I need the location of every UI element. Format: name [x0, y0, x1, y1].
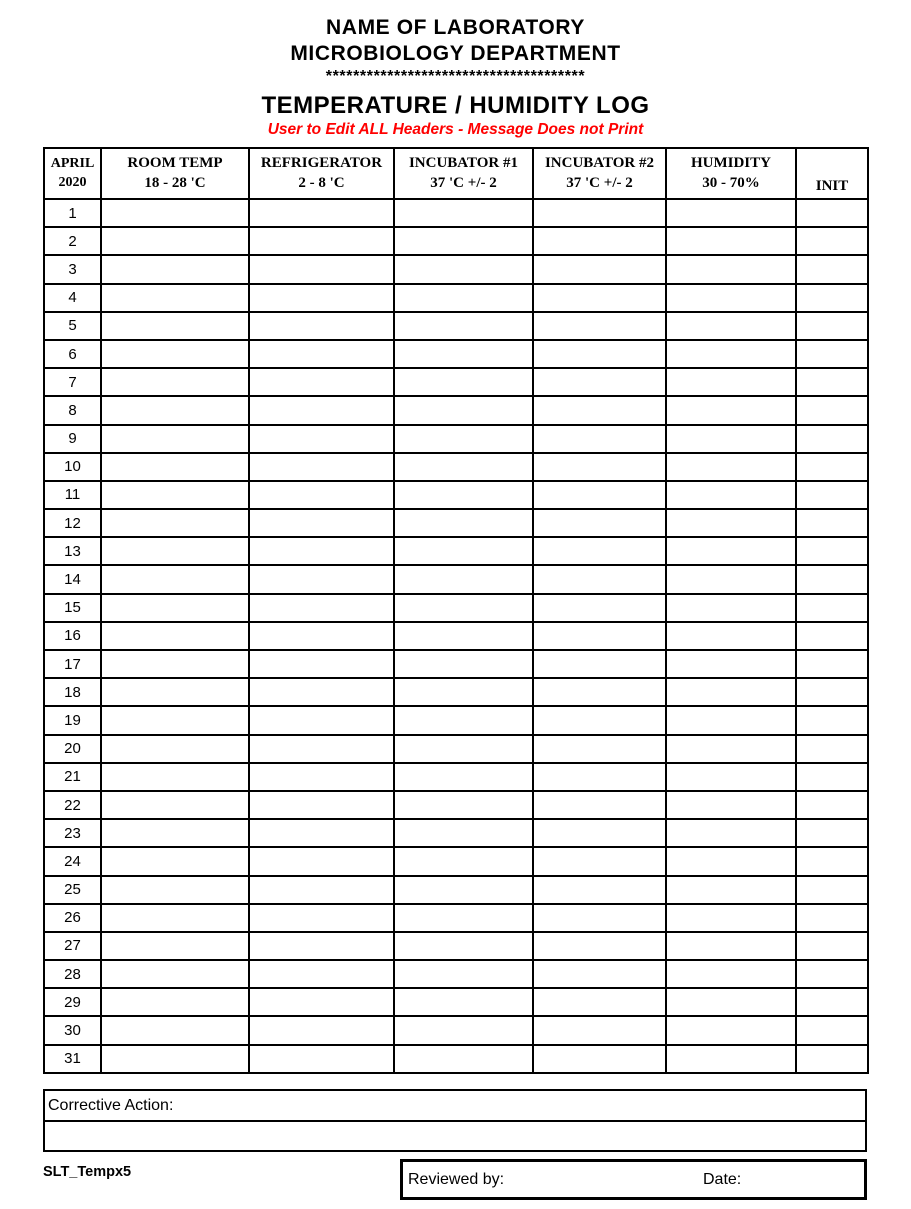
init-entry-cell[interactable] — [796, 255, 868, 283]
humidity-entry-cell[interactable] — [666, 650, 796, 678]
log-row — [44, 960, 868, 988]
room-temp-entry-cell[interactable] — [101, 425, 249, 453]
room-temp-entry-cell[interactable] — [101, 650, 249, 678]
day-label: 3 — [44, 255, 101, 283]
log-row — [44, 678, 868, 706]
room-temp-entry-cell[interactable] — [101, 1016, 249, 1044]
humidity-entry-cell[interactable] — [666, 932, 796, 960]
init-entry-cell[interactable] — [796, 481, 868, 509]
day-label: 29 — [44, 988, 101, 1016]
incubator-1-entry-cell[interactable] — [394, 509, 533, 537]
incubator-2-entry-cell[interactable] — [533, 706, 666, 734]
day-label: 26 — [44, 904, 101, 932]
init-entry-cell[interactable] — [796, 650, 868, 678]
refrigerator-entry-cell[interactable] — [249, 819, 394, 847]
incubator-2-entry-cell[interactable] — [533, 650, 666, 678]
incubator-2-entry-cell[interactable] — [533, 481, 666, 509]
log-row — [44, 650, 868, 678]
refrigerator-entry-cell[interactable] — [249, 368, 394, 396]
incubator-1-entry-cell[interactable] — [394, 594, 533, 622]
incubator-2-entry-cell[interactable] — [533, 678, 666, 706]
incubator-1-entry-cell[interactable] — [394, 453, 533, 481]
incubator-1-entry-cell[interactable] — [394, 565, 533, 593]
corrective-action-label: Corrective Action: — [48, 1096, 174, 1114]
humidity-entry-cell[interactable] — [666, 791, 796, 819]
room-temp-entry-cell[interactable] — [101, 453, 249, 481]
init-entry-cell[interactable] — [796, 284, 868, 312]
incubator-1-entry-cell[interactable] — [394, 819, 533, 847]
log-row — [44, 1016, 868, 1044]
humidity-entry-cell[interactable] — [666, 763, 796, 791]
column-header-line1: REFRIGERATOR — [260, 154, 383, 171]
humidity-entry-cell[interactable] — [666, 819, 796, 847]
refrigerator-entry-cell[interactable] — [249, 763, 394, 791]
day-label: 24 — [44, 847, 101, 875]
humidity-entry-cell[interactable] — [666, 425, 796, 453]
humidity-entry-cell[interactable] — [666, 904, 796, 932]
incubator-2-entry-cell[interactable] — [533, 453, 666, 481]
incubator-1-entry-cell[interactable] — [394, 763, 533, 791]
init-entry-cell[interactable] — [796, 960, 868, 988]
humidity-entry-cell[interactable] — [666, 199, 796, 227]
init-entry-cell[interactable] — [796, 706, 868, 734]
log-row — [44, 199, 868, 227]
column-header-line2: 37 'C +/- 2 — [566, 174, 633, 191]
log-row — [44, 565, 868, 593]
incubator-2-entry-cell[interactable] — [533, 340, 666, 368]
day-label: 28 — [44, 960, 101, 988]
incubator-1-entry-cell[interactable] — [394, 988, 533, 1016]
refrigerator-entry-cell[interactable] — [249, 340, 394, 368]
humidity-entry-cell[interactable] — [666, 340, 796, 368]
humidity-entry-cell[interactable] — [666, 453, 796, 481]
day-label: 23 — [44, 819, 101, 847]
humidity-entry-cell[interactable] — [666, 876, 796, 904]
humidity-entry-cell[interactable] — [666, 255, 796, 283]
log-row — [44, 819, 868, 847]
log-row — [44, 312, 868, 340]
incubator-2-entry-cell[interactable] — [533, 932, 666, 960]
refrigerator-entry-cell[interactable] — [249, 706, 394, 734]
init-entry-cell[interactable] — [796, 847, 868, 875]
humidity-entry-cell[interactable] — [666, 1045, 796, 1073]
room-temp-entry-cell[interactable] — [101, 199, 249, 227]
column-header-line1: APRIL — [50, 156, 95, 172]
refrigerator-entry-cell[interactable] — [249, 622, 394, 650]
humidity-entry-cell[interactable] — [666, 565, 796, 593]
page-footer — [43, 1159, 867, 1209]
init-entry-cell[interactable] — [796, 791, 868, 819]
reviewed-by-label: Reviewed by: — [408, 1170, 505, 1188]
corrective-action-box — [43, 1089, 867, 1152]
refrigerator-entry-cell[interactable] — [249, 847, 394, 875]
incubator-1-entry-cell[interactable] — [394, 481, 533, 509]
incubator-1-entry-cell[interactable] — [394, 678, 533, 706]
init-entry-cell[interactable] — [796, 425, 868, 453]
refrigerator-entry-cell[interactable] — [249, 199, 394, 227]
day-label: 18 — [44, 678, 101, 706]
column-header-month — [44, 148, 101, 199]
incubator-1-entry-cell[interactable] — [394, 340, 533, 368]
refrigerator-entry-cell[interactable] — [249, 227, 394, 255]
log-row — [44, 1045, 868, 1073]
incubator-2-entry-cell[interactable] — [533, 368, 666, 396]
humidity-entry-cell[interactable] — [666, 847, 796, 875]
refrigerator-entry-cell[interactable] — [249, 396, 394, 424]
incubator-1-entry-cell[interactable] — [394, 876, 533, 904]
room-temp-entry-cell[interactable] — [101, 255, 249, 283]
humidity-entry-cell[interactable] — [666, 509, 796, 537]
temperature-log-table — [43, 147, 869, 1074]
log-row — [44, 368, 868, 396]
init-entry-cell[interactable] — [796, 312, 868, 340]
room-temp-entry-cell[interactable] — [101, 706, 249, 734]
column-header-room-temp — [101, 148, 249, 199]
column-header-line2: 18 - 28 'C — [144, 174, 206, 191]
day-label: 25 — [44, 876, 101, 904]
room-temp-entry-cell[interactable] — [101, 284, 249, 312]
incubator-1-entry-cell[interactable] — [394, 847, 533, 875]
incubator-1-entry-cell[interactable] — [394, 537, 533, 565]
column-header-incubator-1 — [394, 148, 533, 199]
day-label: 6 — [44, 340, 101, 368]
room-temp-entry-cell[interactable] — [101, 763, 249, 791]
incubator-2-entry-cell[interactable] — [533, 199, 666, 227]
day-label: 15 — [44, 594, 101, 622]
humidity-entry-cell[interactable] — [666, 678, 796, 706]
day-label: 10 — [44, 453, 101, 481]
room-temp-entry-cell[interactable] — [101, 876, 249, 904]
room-temp-entry-cell[interactable] — [101, 735, 249, 763]
incubator-2-entry-cell[interactable] — [533, 255, 666, 283]
init-entry-cell[interactable] — [796, 368, 868, 396]
log-row — [44, 509, 868, 537]
header-row — [44, 148, 868, 199]
humidity-entry-cell[interactable] — [666, 594, 796, 622]
refrigerator-entry-cell[interactable] — [249, 735, 394, 763]
incubator-2-entry-cell[interactable] — [533, 960, 666, 988]
incubator-2-entry-cell[interactable] — [533, 763, 666, 791]
room-temp-entry-cell[interactable] — [101, 847, 249, 875]
column-header-line1: HUMIDITY — [690, 154, 771, 171]
incubator-1-entry-cell[interactable] — [394, 960, 533, 988]
humidity-entry-cell[interactable] — [666, 960, 796, 988]
humidity-entry-cell[interactable] — [666, 284, 796, 312]
day-label: 2 — [44, 227, 101, 255]
corrective-action-input[interactable] — [45, 1122, 865, 1150]
review-box[interactable] — [400, 1159, 867, 1200]
refrigerator-entry-cell[interactable] — [249, 509, 394, 537]
incubator-2-entry-cell[interactable] — [533, 1016, 666, 1044]
asterisk-divider: ************************************** — [325, 68, 586, 85]
incubator-2-entry-cell[interactable] — [533, 509, 666, 537]
incubator-1-entry-cell[interactable] — [394, 650, 533, 678]
humidity-entry-cell[interactable] — [666, 537, 796, 565]
column-header-line2: 2020 — [58, 174, 87, 190]
init-entry-cell[interactable] — [796, 537, 868, 565]
refrigerator-entry-cell[interactable] — [249, 678, 394, 706]
day-label: 8 — [44, 396, 101, 424]
init-entry-cell[interactable] — [796, 1016, 868, 1044]
incubator-1-entry-cell[interactable] — [394, 227, 533, 255]
refrigerator-entry-cell[interactable] — [249, 1045, 394, 1073]
init-entry-cell[interactable] — [796, 565, 868, 593]
log-row — [44, 791, 868, 819]
incubator-2-entry-cell[interactable] — [533, 312, 666, 340]
day-label: 7 — [44, 368, 101, 396]
room-temp-entry-cell[interactable] — [101, 678, 249, 706]
humidity-entry-cell[interactable] — [666, 706, 796, 734]
incubator-1-entry-cell[interactable] — [394, 904, 533, 932]
log-row — [44, 340, 868, 368]
log-row — [44, 284, 868, 312]
incubator-2-entry-cell[interactable] — [533, 537, 666, 565]
room-temp-entry-cell[interactable] — [101, 509, 249, 537]
humidity-entry-cell[interactable] — [666, 735, 796, 763]
incubator-2-entry-cell[interactable] — [533, 791, 666, 819]
column-header-line1: INIT — [815, 178, 849, 195]
init-entry-cell[interactable] — [796, 622, 868, 650]
init-entry-cell[interactable] — [796, 904, 868, 932]
log-row — [44, 425, 868, 453]
incubator-2-entry-cell[interactable] — [533, 735, 666, 763]
log-row — [44, 481, 868, 509]
day-label: 5 — [44, 312, 101, 340]
log-row — [44, 932, 868, 960]
incubator-1-entry-cell[interactable] — [394, 396, 533, 424]
room-temp-entry-cell[interactable] — [101, 988, 249, 1016]
day-label: 19 — [44, 706, 101, 734]
refrigerator-entry-cell[interactable] — [249, 876, 394, 904]
day-label: 31 — [44, 1045, 101, 1073]
day-label: 1 — [44, 199, 101, 227]
refrigerator-entry-cell[interactable] — [249, 1016, 394, 1044]
humidity-entry-cell[interactable] — [666, 227, 796, 255]
day-label: 27 — [44, 932, 101, 960]
incubator-2-entry-cell[interactable] — [533, 396, 666, 424]
init-entry-cell[interactable] — [796, 932, 868, 960]
refrigerator-entry-cell[interactable] — [249, 255, 394, 283]
day-label: 21 — [44, 763, 101, 791]
room-temp-entry-cell[interactable] — [101, 481, 249, 509]
humidity-entry-cell[interactable] — [666, 312, 796, 340]
column-header-line2: 30 - 70% — [702, 174, 760, 191]
department-name: MICROBIOLOGY DEPARTMENT — [290, 42, 621, 65]
column-header-line1: INCUBATOR #2 — [544, 154, 655, 171]
humidity-entry-cell[interactable] — [666, 1016, 796, 1044]
init-entry-cell[interactable] — [796, 199, 868, 227]
edit-headers-notice: User to Edit ALL Headers - Message Does not Print — [267, 121, 644, 138]
column-header-refrigerator — [249, 148, 394, 199]
column-header-line1: ROOM TEMP — [127, 154, 223, 171]
room-temp-entry-cell[interactable] — [101, 960, 249, 988]
incubator-1-entry-cell[interactable] — [394, 791, 533, 819]
humidity-entry-cell[interactable] — [666, 368, 796, 396]
incubator-2-entry-cell[interactable] — [533, 819, 666, 847]
incubator-2-entry-cell[interactable] — [533, 565, 666, 593]
init-entry-cell[interactable] — [796, 678, 868, 706]
incubator-2-entry-cell[interactable] — [533, 1045, 666, 1073]
refrigerator-entry-cell[interactable] — [249, 312, 394, 340]
room-temp-entry-cell[interactable] — [101, 537, 249, 565]
refrigerator-entry-cell[interactable] — [249, 537, 394, 565]
column-header-line1: INCUBATOR #1 — [408, 154, 519, 171]
column-header-incubator-2 — [533, 148, 666, 199]
column-header-init — [796, 148, 868, 199]
log-row — [44, 622, 868, 650]
log-row — [44, 876, 868, 904]
init-entry-cell[interactable] — [796, 735, 868, 763]
day-label: 11 — [44, 481, 101, 509]
incubator-2-entry-cell[interactable] — [533, 227, 666, 255]
log-row — [44, 988, 868, 1016]
log-row — [44, 735, 868, 763]
refrigerator-entry-cell[interactable] — [249, 453, 394, 481]
room-temp-entry-cell[interactable] — [101, 312, 249, 340]
log-row — [44, 904, 868, 932]
init-entry-cell[interactable] — [796, 396, 868, 424]
day-label: 12 — [44, 509, 101, 537]
refrigerator-entry-cell[interactable] — [249, 932, 394, 960]
log-row — [44, 453, 868, 481]
refrigerator-entry-cell[interactable] — [249, 284, 394, 312]
day-label: 17 — [44, 650, 101, 678]
init-entry-cell[interactable] — [796, 819, 868, 847]
room-temp-entry-cell[interactable] — [101, 819, 249, 847]
humidity-entry-cell[interactable] — [666, 988, 796, 1016]
log-row — [44, 706, 868, 734]
incubator-1-entry-cell[interactable] — [394, 199, 533, 227]
humidity-entry-cell[interactable] — [666, 396, 796, 424]
incubator-1-entry-cell[interactable] — [394, 425, 533, 453]
form-id-label: SLT_Tempx5 — [43, 1163, 132, 1180]
incubator-2-entry-cell[interactable] — [533, 622, 666, 650]
incubator-2-entry-cell[interactable] — [533, 594, 666, 622]
room-temp-entry-cell[interactable] — [101, 932, 249, 960]
init-entry-cell[interactable] — [796, 509, 868, 537]
day-label: 4 — [44, 284, 101, 312]
log-row — [44, 537, 868, 565]
incubator-1-entry-cell[interactable] — [394, 1016, 533, 1044]
room-temp-entry-cell[interactable] — [101, 791, 249, 819]
init-entry-cell[interactable] — [796, 876, 868, 904]
column-header-line2: 37 'C +/- 2 — [430, 174, 497, 191]
incubator-2-entry-cell[interactable] — [533, 988, 666, 1016]
incubator-2-entry-cell[interactable] — [533, 284, 666, 312]
day-label: 22 — [44, 791, 101, 819]
day-label: 9 — [44, 425, 101, 453]
refrigerator-entry-cell[interactable] — [249, 791, 394, 819]
log-row — [44, 763, 868, 791]
init-entry-cell[interactable] — [796, 594, 868, 622]
day-label: 13 — [44, 537, 101, 565]
room-temp-entry-cell[interactable] — [101, 396, 249, 424]
room-temp-entry-cell[interactable] — [101, 1045, 249, 1073]
incubator-1-entry-cell[interactable] — [394, 706, 533, 734]
init-entry-cell[interactable] — [796, 988, 868, 1016]
lab-name: NAME OF LABORATORY — [326, 16, 585, 39]
room-temp-entry-cell[interactable] — [101, 368, 249, 396]
room-temp-entry-cell[interactable] — [101, 904, 249, 932]
incubator-1-entry-cell[interactable] — [394, 1045, 533, 1073]
date-label: Date: — [703, 1170, 742, 1188]
incubator-1-entry-cell[interactable] — [394, 622, 533, 650]
incubator-2-entry-cell[interactable] — [533, 847, 666, 875]
init-entry-cell[interactable] — [796, 340, 868, 368]
refrigerator-entry-cell[interactable] — [249, 650, 394, 678]
incubator-2-entry-cell[interactable] — [533, 425, 666, 453]
refrigerator-entry-cell[interactable] — [249, 904, 394, 932]
refrigerator-entry-cell[interactable] — [249, 594, 394, 622]
init-entry-cell[interactable] — [796, 1045, 868, 1073]
room-temp-entry-cell[interactable] — [101, 340, 249, 368]
document-header — [0, 0, 911, 139]
log-row — [44, 594, 868, 622]
log-row — [44, 396, 868, 424]
incubator-2-entry-cell[interactable] — [533, 904, 666, 932]
humidity-entry-cell[interactable] — [666, 622, 796, 650]
log-row — [44, 255, 868, 283]
room-temp-entry-cell[interactable] — [101, 227, 249, 255]
day-label: 16 — [44, 622, 101, 650]
refrigerator-entry-cell[interactable] — [249, 481, 394, 509]
form-title: TEMPERATURE / HUMIDITY LOG — [261, 92, 650, 119]
incubator-1-entry-cell[interactable] — [394, 284, 533, 312]
refrigerator-entry-cell[interactable] — [249, 960, 394, 988]
day-label: 30 — [44, 1016, 101, 1044]
day-label: 14 — [44, 565, 101, 593]
refrigerator-entry-cell[interactable] — [249, 425, 394, 453]
log-row — [44, 227, 868, 255]
init-entry-cell[interactable] — [796, 453, 868, 481]
incubator-1-entry-cell[interactable] — [394, 312, 533, 340]
column-header-humidity — [666, 148, 796, 199]
log-table-body — [44, 199, 868, 1073]
corrective-action-label-row — [45, 1091, 865, 1122]
init-entry-cell[interactable] — [796, 227, 868, 255]
room-temp-entry-cell[interactable] — [101, 622, 249, 650]
humidity-entry-cell[interactable] — [666, 481, 796, 509]
day-label: 20 — [44, 735, 101, 763]
refrigerator-entry-cell[interactable] — [249, 988, 394, 1016]
init-entry-cell[interactable] — [796, 763, 868, 791]
refrigerator-entry-cell[interactable] — [249, 565, 394, 593]
incubator-1-entry-cell[interactable] — [394, 255, 533, 283]
incubator-1-entry-cell[interactable] — [394, 735, 533, 763]
column-header-line2: 2 - 8 'C — [298, 174, 345, 191]
room-temp-entry-cell[interactable] — [101, 594, 249, 622]
incubator-2-entry-cell[interactable] — [533, 876, 666, 904]
log-row — [44, 847, 868, 875]
incubator-1-entry-cell[interactable] — [394, 932, 533, 960]
room-temp-entry-cell[interactable] — [101, 565, 249, 593]
incubator-1-entry-cell[interactable] — [394, 368, 533, 396]
